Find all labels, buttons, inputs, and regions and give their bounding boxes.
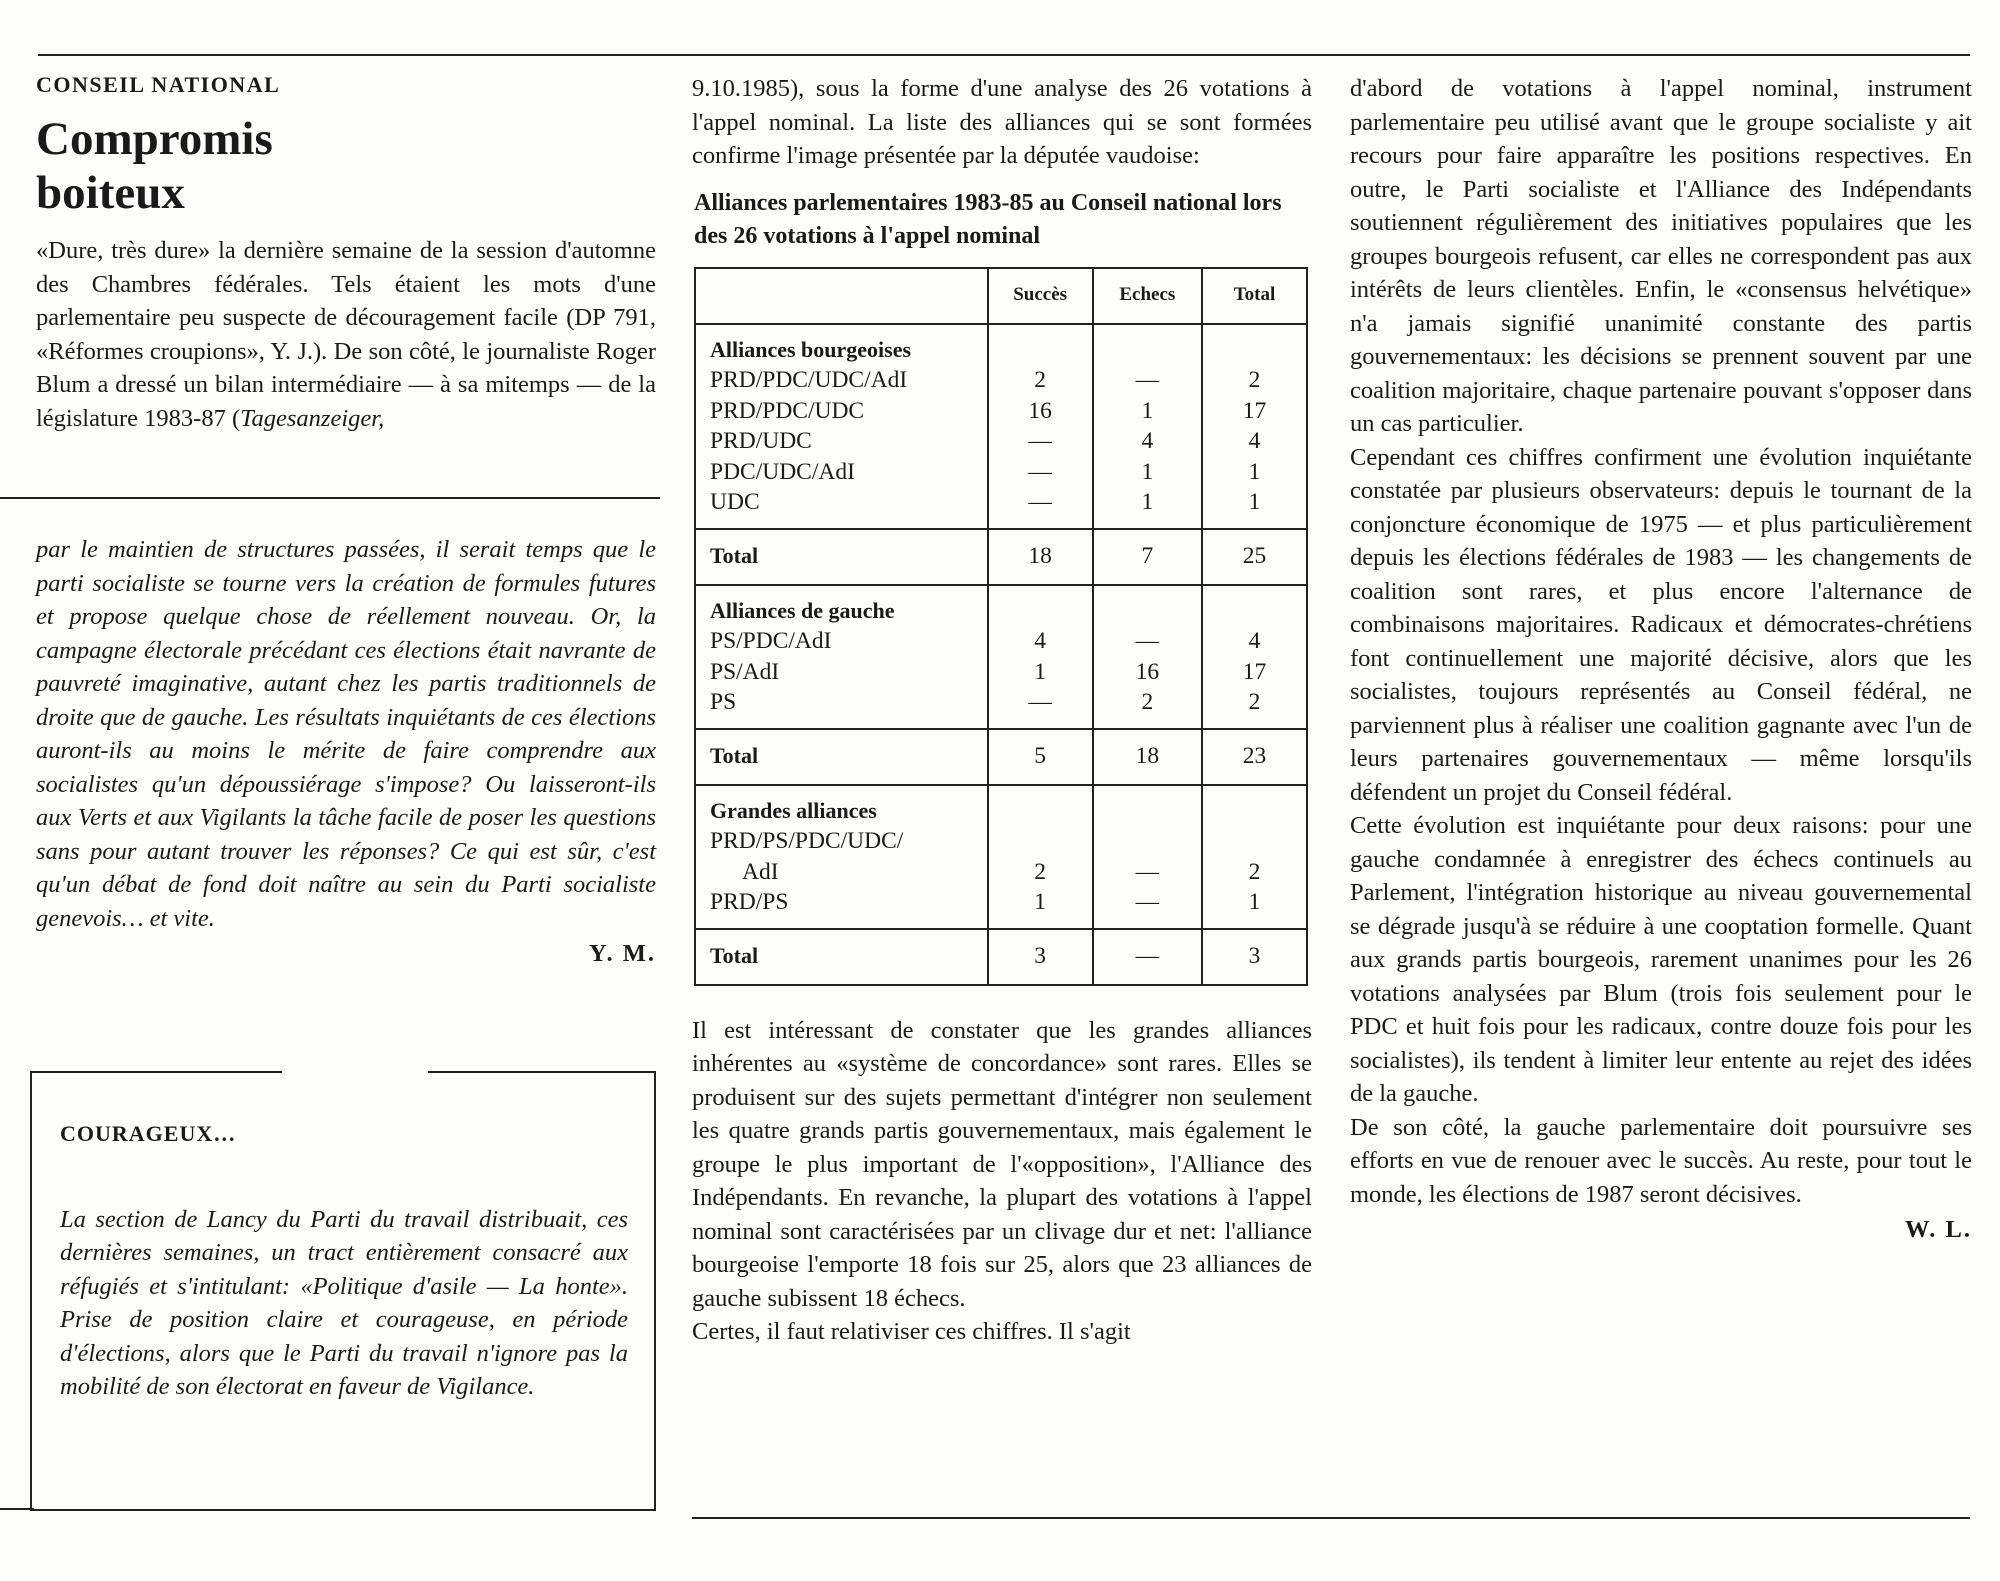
cell-succes: 4 [988,626,1093,657]
cell-echecs: — [1093,857,1202,888]
cell-total: 1 [1202,887,1307,929]
article-signature: W. L. [1905,1216,1972,1243]
table-row [695,426,1307,457]
col3-paragraph-3: Cette évolution est inquiétante pour deux raisons: pour une gauche condamnée à enregistrer des échecs continuels au Parlement, l'intégration historique au niveau gouvernemental se dégrade jusqu'à se réduire à une cooptation formelle. Quant aux grands partis bourgeois, rarement unanimes pour les 26 votations analysées par Blum (trois fois seulement pour le PDC et huit fois pour les radicaux, contre douze fois pour les socialistes), ils tendent à limiter leur entente au rejet des idées de la gauche. [1350,812,1972,1107]
table-row [695,657,1307,688]
row-label: PRD/PDC/UDC [695,396,988,427]
table-row [695,626,1307,657]
cell-succes: 2 [988,857,1093,888]
column-1 [36,72,656,435]
headline-line-2: boiteux [36,167,185,219]
cell-total: 2 [1202,857,1307,888]
cell-total: 4 [1202,426,1307,457]
total-total: 3 [1202,929,1307,985]
row-label: UDC [695,487,988,529]
group-heading [695,324,1307,366]
bottom-rule [692,1517,1970,1519]
cell-succes: — [988,687,1093,729]
table-row [695,396,1307,427]
left-margin-mark [0,1508,34,1510]
header-total: Total [1202,268,1307,324]
article-kicker: CONSEIL NATIONAL [36,72,281,97]
header-echecs: Echecs [1093,268,1202,324]
group-name: Alliances de gauche [695,585,988,627]
group-name: Alliances bourgeoises [695,324,988,366]
sidebar-box [30,1071,656,1511]
total-row [695,929,1307,985]
group-heading [695,785,1307,827]
group-heading [695,585,1307,627]
total-succes: 5 [988,729,1093,785]
col2-intro: 9.10.1985), sous la forme d'une analyse des 26 votations à l'appel nominal. La liste des alliances qui se sont formées confirme l'image présentée par la députée vaudoise: [692,75,1312,169]
cell-echecs: 2 [1093,687,1202,729]
total-label: Total [695,529,988,585]
row-label: PDC/UDC/AdI [695,457,988,488]
alliances-table [694,267,1308,986]
row-label: PRD/PDC/UDC/AdI [695,365,988,396]
col3-paragraph-1: d'abord de votations à l'appel nominal, instrument parlementaire peu utilisé avant que le groupe socialiste y ait recours pour faire apparaître les positions respectives. En outre, le Parti socialiste et l'Alliance des Indépendants soutiennent régulièrement des initiatives populaires que les groupes bourgeois refusent, car elles ne correspondent pas aux intérêts de leurs clientèles. Enfin, le «consensus helvétique» n'a jamais signifié unanimité constante des partis gouvernementaux: les décisions se prennent souvent par une coalition majoritaire, chaque partenaire pouvant s'opposer dans un cas particulier. [1350,75,1972,437]
table-row [695,487,1307,529]
total-succes: 18 [988,529,1093,585]
row-label: PS [695,687,988,729]
cell-total: 2 [1202,365,1307,396]
cell-succes: 1 [988,887,1093,929]
cell-total: 1 [1202,487,1307,529]
previous-article [36,533,656,971]
total-echecs: 7 [1093,529,1202,585]
cell-total: 4 [1202,626,1307,657]
row-label: PS/PDC/AdI [695,626,988,657]
header-succes: Succès [988,268,1093,324]
row-label: PS/AdI [695,657,988,688]
table-row [695,887,1307,929]
cell-succes: — [988,487,1093,529]
cell-echecs: 1 [1093,487,1202,529]
column-2 [692,72,1312,1349]
group-name: Grandes alliances [695,785,988,827]
top-rule [38,54,1970,56]
total-label: Total [695,729,988,785]
col2-continuation: Certes, il faut relativiser ces chiffres. Il s'agit [692,1318,1131,1345]
cell-succes: 1 [988,657,1093,688]
total-row [695,529,1307,585]
table-header-row [695,268,1307,324]
cell-succes: 16 [988,396,1093,427]
box-title: COURAGEUX… [60,1121,237,1146]
row-label-wrapped-line-2: AdI [695,857,988,888]
table-row [695,826,1307,857]
cell-echecs: 16 [1093,657,1202,688]
cell-echecs: — [1093,887,1202,929]
total-row [695,729,1307,785]
lead-reference: Tagesanzeiger, [240,404,385,432]
headline-line-1: Compromis [36,113,273,165]
cell-succes: 2 [988,365,1093,396]
previous-article-signature: Y. M. [589,940,656,967]
table-row [695,365,1307,396]
total-echecs: 18 [1093,729,1202,785]
lead-paragraph [36,234,656,435]
cell-succes: — [988,426,1093,457]
total-succes: 3 [988,929,1093,985]
table-caption: Alliances parlementaires 1983-85 au Conseil national lors des 26 votations à l'appel nominal [694,189,1282,249]
section-divider-rule [0,497,660,499]
cell-echecs: 4 [1093,426,1202,457]
col2-body-paragraph: Il est intéressant de constater que les grandes alliances inhérentes au «système de concordance» sont rares. Elles se produisent sur des sujets permettant d'intégrer non seulement les quatre grands partis gouvernementaux, mais également le groupe le plus important de l'«opposition», l'Alliance des Indépendants. En revanche, la plupart des votations à l'appel nominal sont caractérisées par un clivage dur et net: l'alliance bourgeoise l'emporte 18 fois sur 25, alors que 23 alliances de gauche subissent 18 échecs. [692,1016,1312,1312]
row-label: PRD/UDC [695,426,988,457]
table-row [695,457,1307,488]
header-empty [695,268,988,324]
cell-total: 17 [1202,657,1307,688]
total-label: Total [695,929,988,985]
col3-paragraph-4: De son côté, la gauche parlementaire doit poursuivre ses efforts en vue de renouer avec le succès. Au reste, pour tout le monde, les élections de 1987 seront décisives. [1350,1113,1972,1208]
row-label: PRD/PS [695,887,988,929]
article-headline [36,112,656,220]
col3-paragraph-2: Cependant ces chiffres confirment une évolution inquiétante constatée par plusieurs observateurs: depuis le tournant de la conjoncture économique de 1975 — et plus particulièrement depuis les élections fédérales de 1983 — les changements de coalition sont rares, et plus encore l'alternance de combinaisons majoritaires. Radicaux et démocrates-chrétiens font continuellement une majorité décisive, alors que les socialistes, toujours représentés au Conseil fédéral, ne parviennent plus à réaliser une coalition gagnante avec l'un de leurs partenaires gouvernementaux — même lorsqu'ils défendent un projet du Conseil fédéral. [1350,443,1972,806]
row-label-wrapped-line-1: PRD/PS/PDC/UDC/ [695,826,988,857]
total-total: 25 [1202,529,1307,585]
cell-echecs: 1 [1093,396,1202,427]
cell-echecs: — [1093,626,1202,657]
table-row [695,687,1307,729]
cell-echecs: 1 [1093,457,1202,488]
cell-total: 2 [1202,687,1307,729]
cell-total: 17 [1202,396,1307,427]
table-row [695,857,1307,888]
cell-total: 1 [1202,457,1307,488]
box-text: La section de Lancy du Parti du travail distribuait, ces dernières semaines, un tract entièrement consacré aux réfugiés et s'intitulant: «Politique d'asile — La honte». Prise de position claire et courageuse, en période d'élections, alors que le Parti du travail n'ignore pas la mobilité de son électorat en faveur de Vigilance. [60,1205,628,1400]
lead-text: «Dure, très dure» la dernière semaine de la session d'automne des Chambres fédérales. Tels étaient les mots d'une parlementaire peu suspecte de découragement facile (DP 791, «Réformes croupions», Y. J.). De son côté, le journaliste Roger Blum a dressé un bilan intermédiaire — à sa mitemps — de la législature 1983-87 ( [36,237,656,432]
total-total: 23 [1202,729,1307,785]
column-3 [1350,72,1972,1247]
cell-echecs: — [1093,365,1202,396]
cell-succes: — [988,457,1093,488]
total-echecs: — [1093,929,1202,985]
previous-article-text: par le maintien de structures passées, il serait temps que le parti socialiste se tourne vers la création de formules futures et propose quelque chose de réellement nouveau. Or, la campagne électorale précédant ces élections était navrante de pauvreté imaginative, autant chez les partis traditionnels de droite que de gauche. Les résultats inquiétants de ces élections auront-ils au moins le mérite de faire comprendre aux socialistes qu'un dépoussiérage s'impose? Ou laisseront-ils aux Verts et aux Vigilants la tâche facile de poser les questions sans pour autant trouver les réponses? Ce qui est sûr, c'est qu'un débat de fond doit naître au sein du Parti socialiste genevois… et vite. [36,536,656,932]
